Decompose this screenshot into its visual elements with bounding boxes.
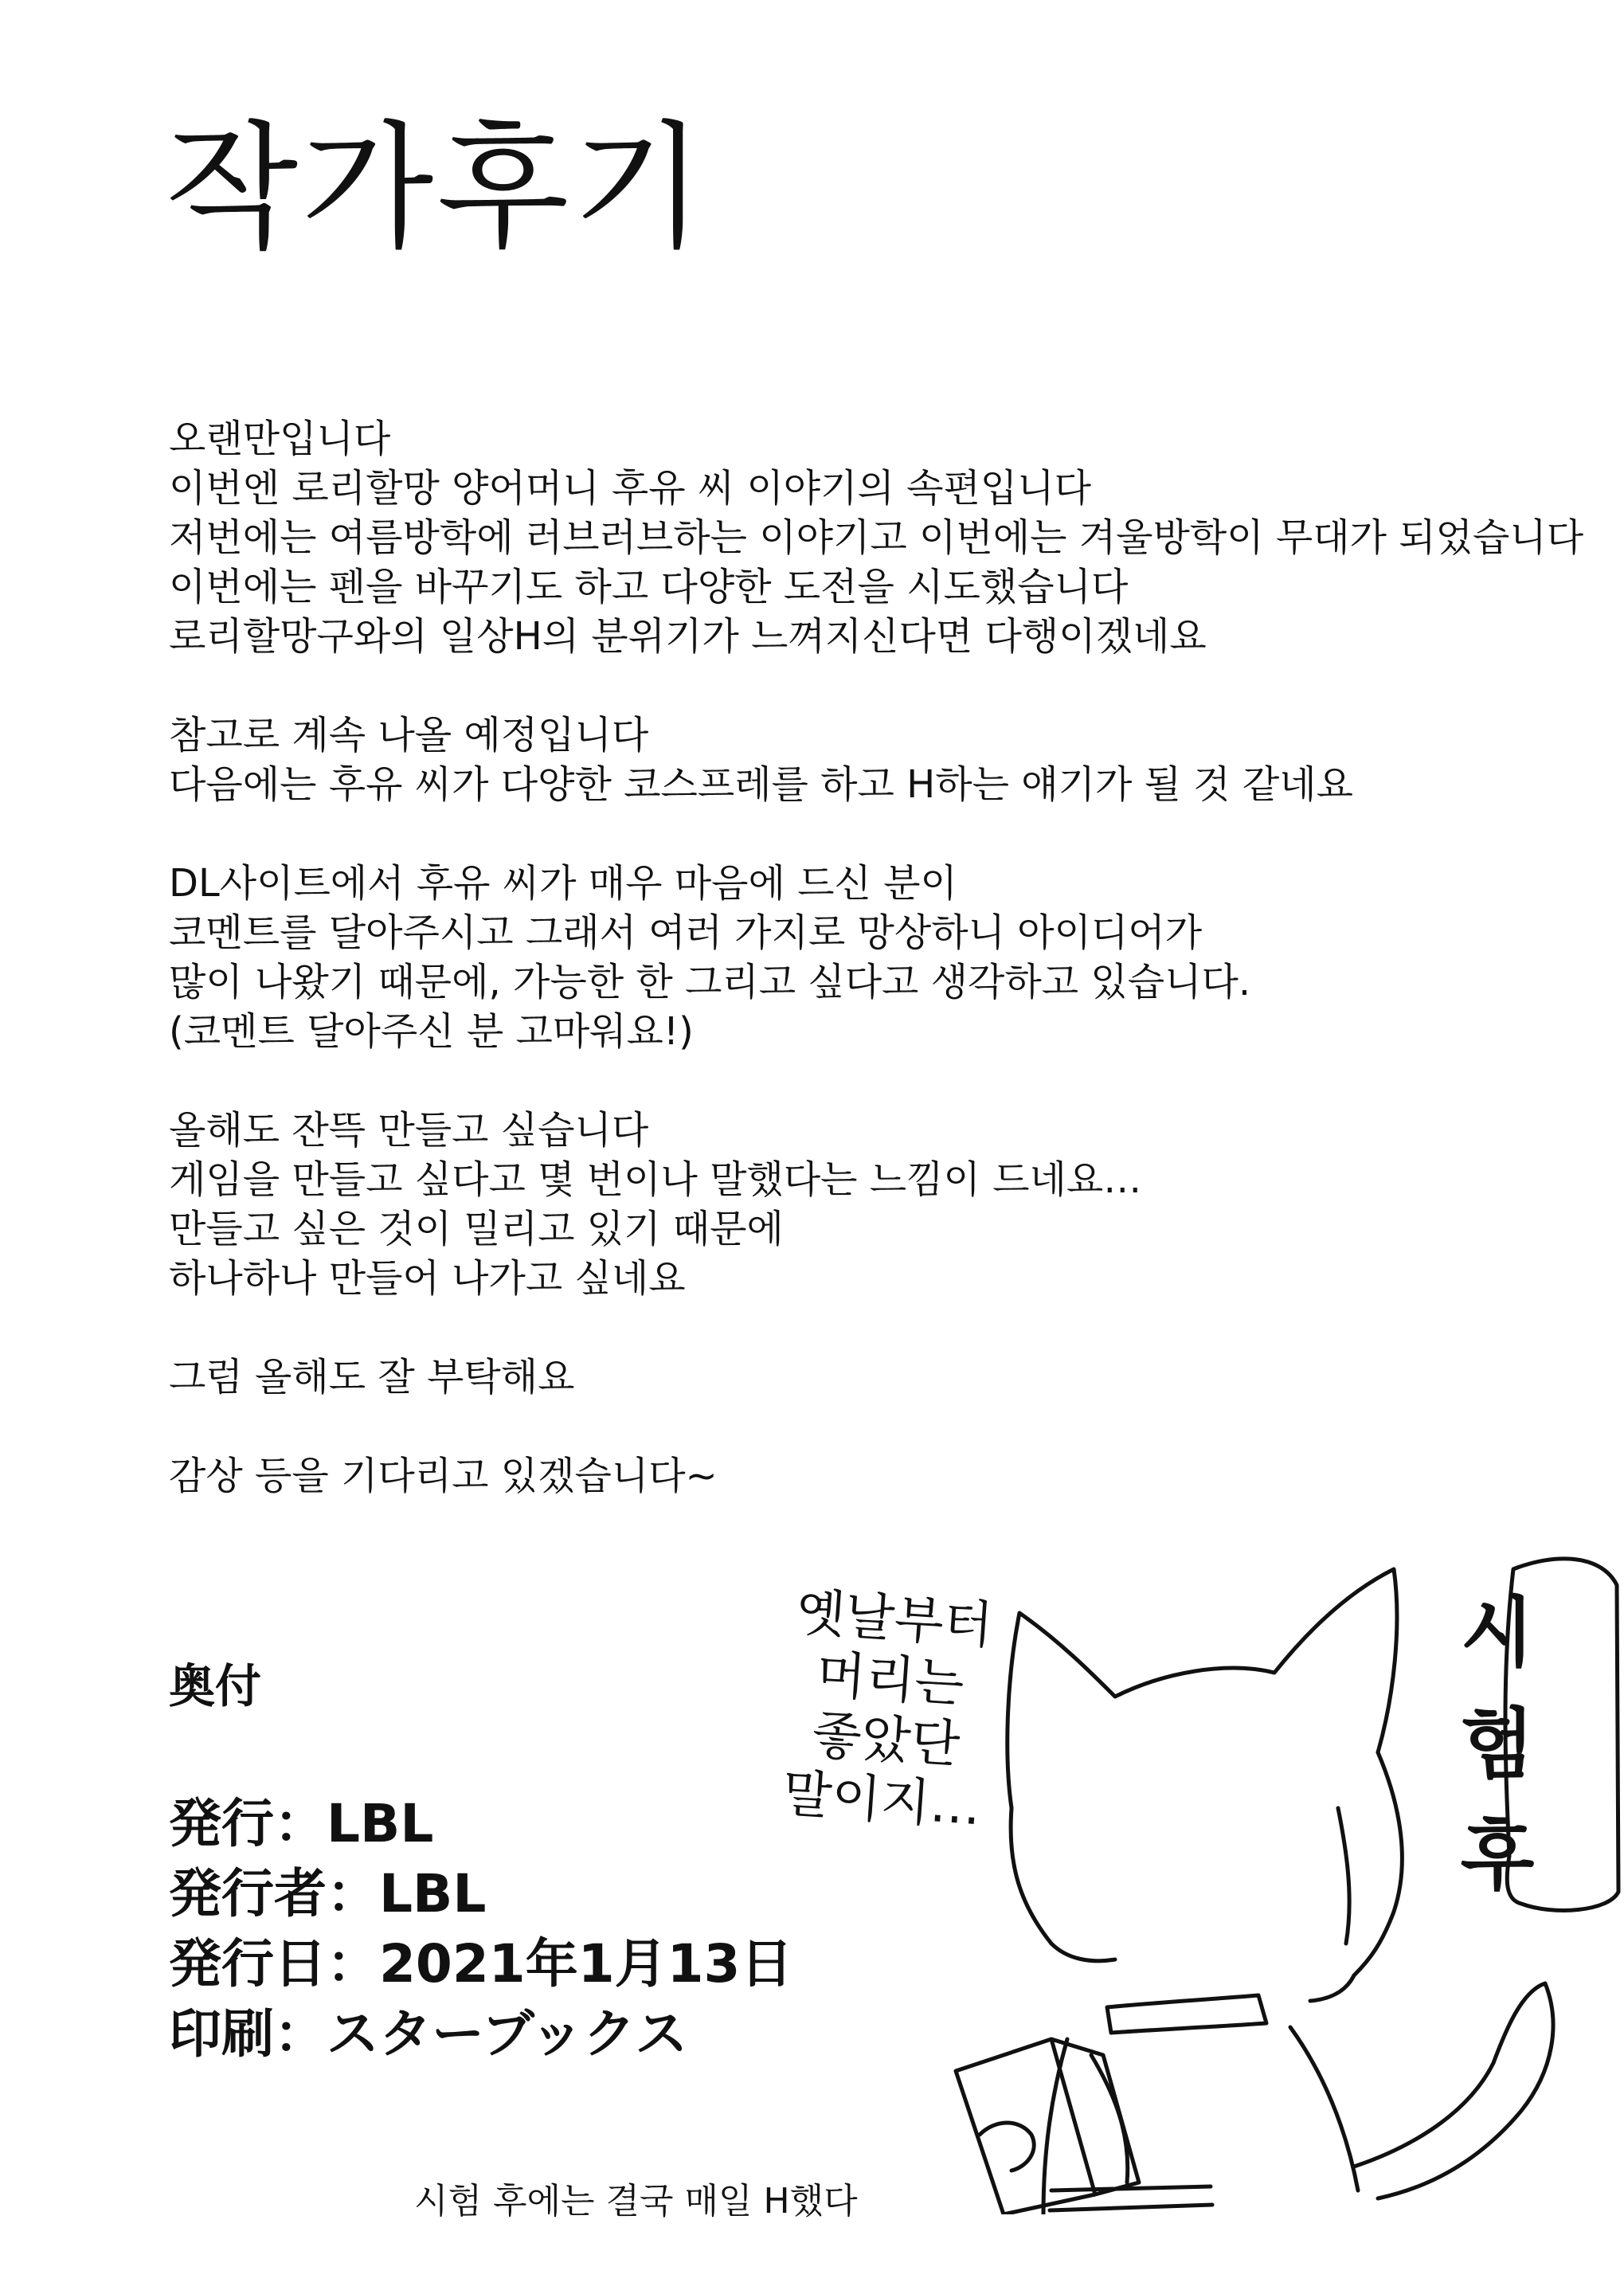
page-title: 작가후기: [166, 108, 708, 268]
text-line: 이번엔 로리할망 양어머니 후유 씨 이야기의 속편입니다: [169, 466, 1092, 511]
text-line: 만들고 싶은 것이 밀리고 있기 때문에: [169, 1207, 784, 1251]
text-line: 그럼 올해도 잘 부탁해요: [169, 1355, 575, 1399]
text-line: 저번에는 여름방학에 러브러브하는 이야기고 이번에는 겨울방학이 무대가 되었습니다: [169, 515, 1584, 560]
text-line: 코멘트를 달아주시고 그래서 여러 가지로 망상하니 아이디어가: [169, 910, 1203, 955]
text-line: 게임을 만들고 싶다고 몇 번이나 말했다는 느낌이 드네요…: [169, 1157, 1142, 1202]
collar: [1107, 1995, 1266, 2033]
text-line: 다음에는 후유 씨가 다양한 코스프레를 하고 H하는 얘기가 될 것 같네요: [169, 762, 1353, 807]
sign-line: 시험: [1460, 1588, 1535, 1789]
colophon-row: 発行日：2021年1月13日: [169, 1933, 793, 1995]
paragraph: [169, 859, 1523, 1056]
text-line: 많이 나왔기 때문에, 가능한 한 그리고 싶다고 생각하고 있습니다.: [169, 960, 1251, 1004]
text-line: 이번에는 펜을 바꾸기도 하고 다양한 도전을 시도했습니다: [169, 565, 1129, 609]
tail: [1354, 1983, 1553, 2198]
text-line: 하나하나 만들어 나가고 싶네요: [169, 1256, 686, 1301]
hair-strands: [1051, 1808, 1354, 2001]
speech-bubble-text: [737, 1580, 1039, 1841]
afterword-body: [169, 414, 1584, 1550]
text-line: DL사이트에서 후유 씨가 매우 마음에 드신 분이: [169, 861, 957, 906]
speech-line: 좋았단: [810, 1705, 962, 1775]
speech-line: 머리는: [814, 1645, 966, 1715]
colophon-row: 印刷：スターブックス: [169, 2003, 688, 2065]
colophon-row: 発行：LBL: [169, 1793, 434, 1854]
text-line: 오랜만입니다: [169, 417, 391, 461]
text-line: 로리할망구와의 일상H의 분위기가 느껴지신다면 다행이겠네요: [169, 614, 1207, 659]
illustration-caption: 시험 후에는 결국 매일 H했다: [414, 2181, 858, 2222]
text-line: (코멘트 달아주신 분 고마워요!): [169, 1009, 694, 1054]
sign-text: [1434, 1577, 1561, 1912]
cat-ears: [1008, 1569, 1397, 1808]
head-outline: [1011, 1752, 1402, 1975]
paragraph: [169, 1106, 1523, 1303]
text-line: 참고로 계속 나올 예정입니다: [169, 713, 649, 757]
text-line: 감상 등을 기다리고 있겠습니다~: [169, 1454, 718, 1498]
paragraph: [169, 1353, 1523, 1402]
paragraph: [169, 414, 1584, 661]
text-line: 올해도 잔뜩 만들고 싶습니다: [169, 1108, 649, 1153]
colophon-row: 発行者：LBL: [169, 1863, 487, 1924]
colophon-heading: 奥付: [169, 1659, 262, 1713]
speech-line: 옛날부터: [794, 1583, 995, 1656]
paragraph: [169, 711, 1523, 809]
speech-line: 말이지…: [781, 1764, 984, 1838]
sign-line: 후: [1460, 1811, 1535, 1901]
